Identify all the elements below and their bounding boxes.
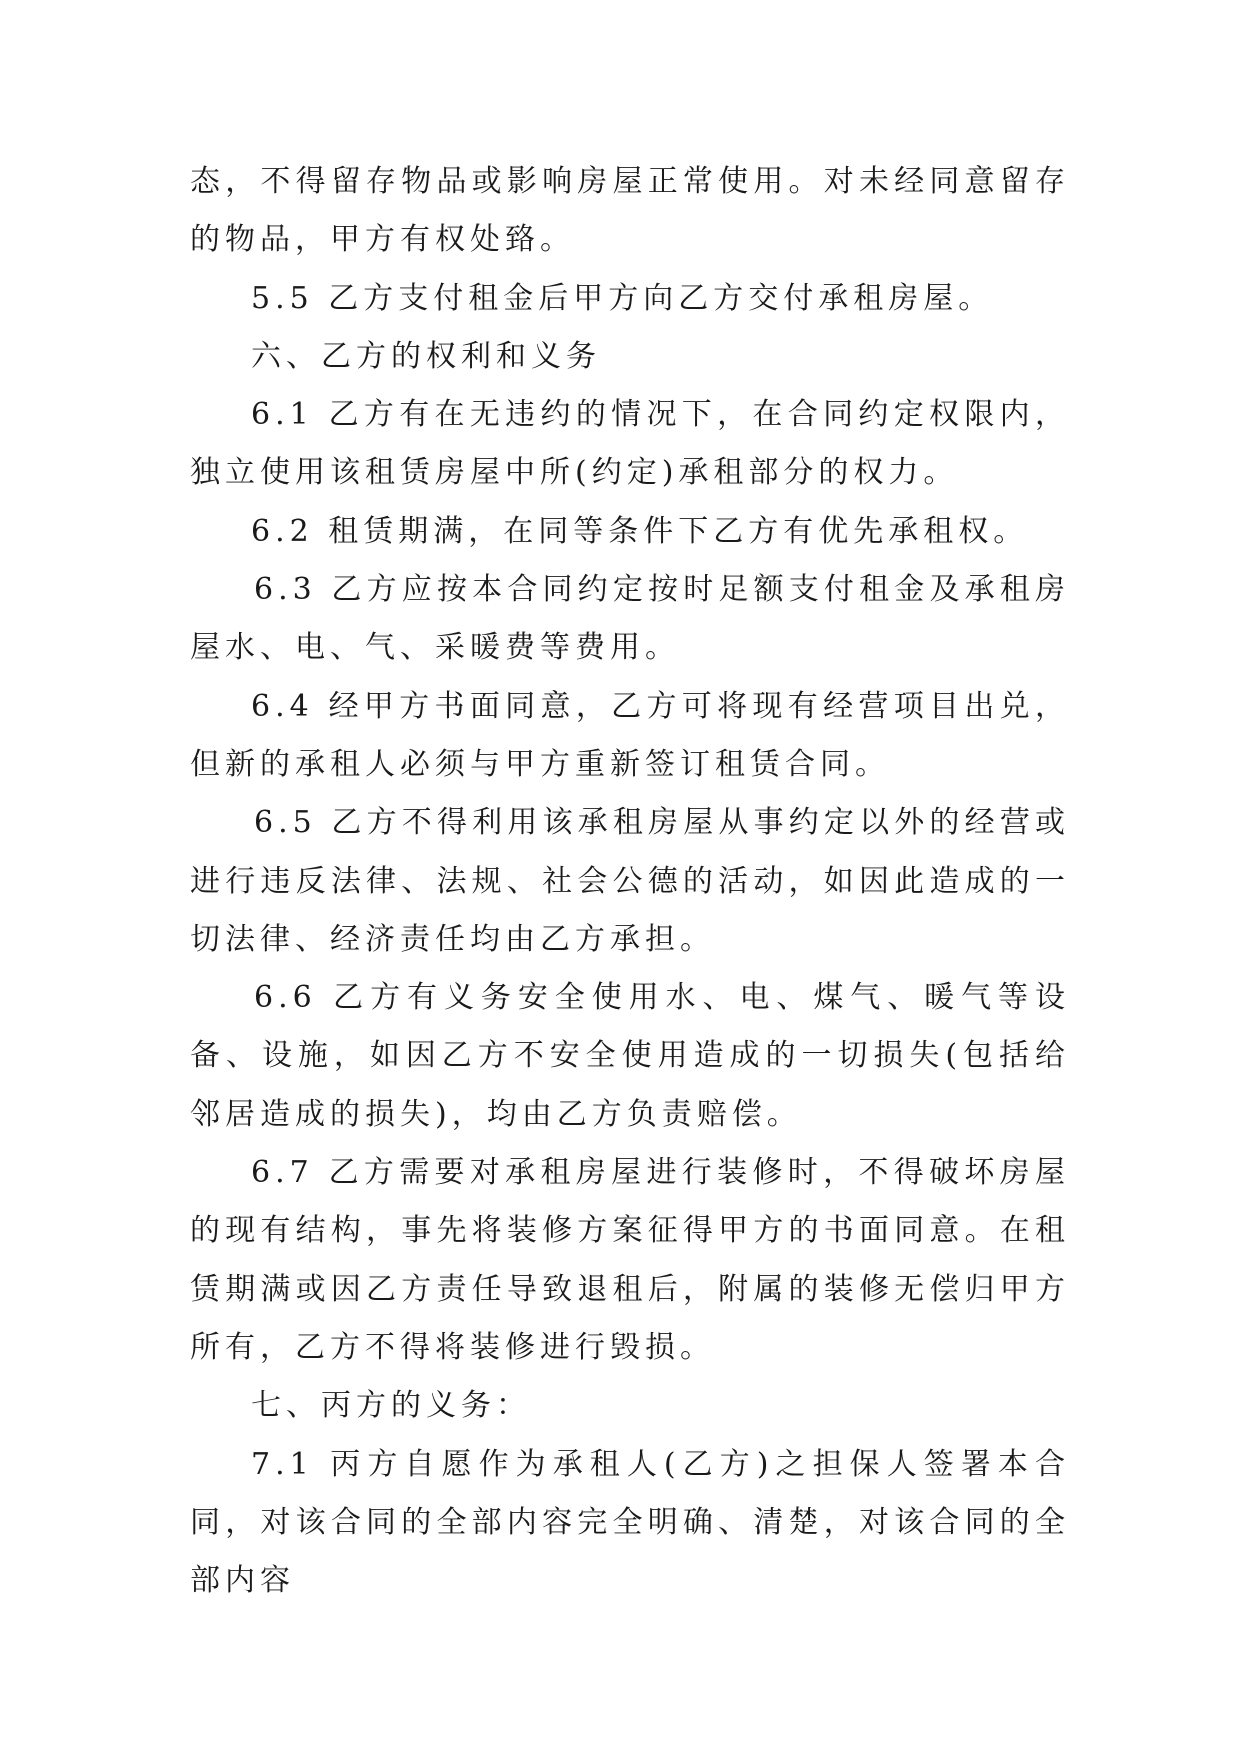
section-heading-7: 七、丙方的义务：	[251, 1388, 531, 1424]
paragraph-6-6: 6.6 乙方有义务安全使用水、电、煤气、暖气等设备、设施，如因乙方不安全使用造成的一切损失(包括给邻居造成的损失)，均由乙方负责赔偿。	[190, 980, 1070, 1132]
paragraph-continued: 态，不得留存物品或影响房屋正常使用。对未经同意留存的物品，甲方有权处臵。	[190, 164, 1070, 258]
paragraph-7-1: 7.1 丙方自愿作为承租人(乙方)之担保人签署本合同，对该合同的全部内容完全明确、清楚，对该合同的全部内容	[190, 1446, 1070, 1599]
paragraph-5-5: 5.5 乙方支付租金后甲方向乙方交付承租房屋。	[251, 280, 994, 316]
paragraph-6-5: 6.5 乙方不得利用该承租房屋从事约定以外的经营或进行违反法律、法规、社会公德的活动，如因此造成的一切法律、经济责任均由乙方承担。	[190, 805, 1070, 957]
paragraph-6-3: 6.3 乙方应按本合同约定按时足额支付租金及承租房屋水、电、气、采暖费等费用。	[190, 572, 1070, 666]
paragraph-6-2: 6.2 租赁期满，在同等条件下乙方有优先承租权。	[251, 513, 1029, 549]
paragraph-6-1: 6.1 乙方有在无违约的情况下，在合同约定权限内，独立使用该租赁房屋中所(约定)承租部分的权力。	[190, 397, 1070, 491]
paragraph-6-4: 6.4 经甲方书面同意，乙方可将现有经营项目出兑，但新的承租人必须与甲方重新签订租赁合同。	[190, 688, 1070, 782]
section-heading-6: 六、乙方的权利和义务	[251, 338, 601, 374]
paragraph-6-7: 6.7 乙方需要对承租房屋进行装修时，不得破坏房屋的现有结构，事先将装修方案征得甲方的书面同意。在租赁期满或因乙方责任导致退租后，附属的装修无偿归甲方所有，乙方不得将装修进行毁损。	[190, 1155, 1070, 1365]
document-body	[190, 153, 1070, 1610]
